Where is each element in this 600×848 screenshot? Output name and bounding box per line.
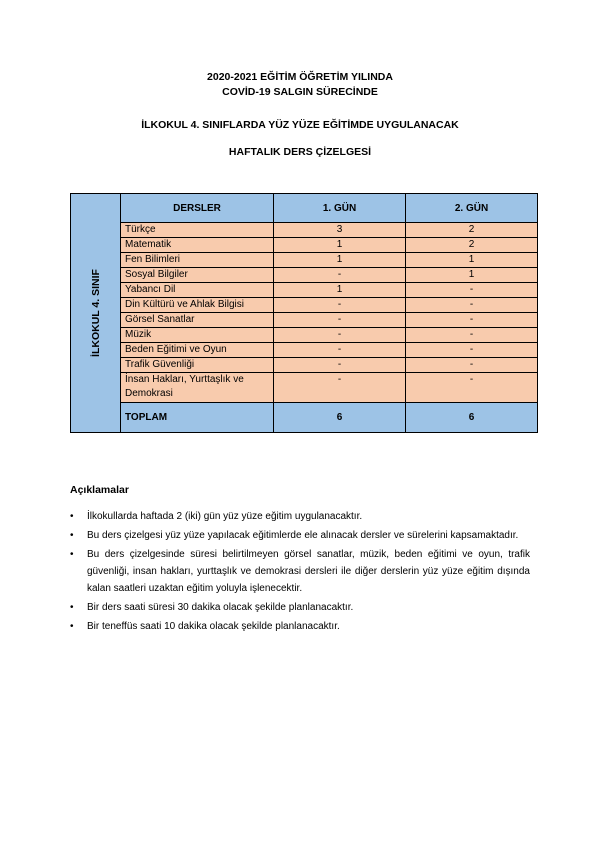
- table-row: [71, 253, 538, 268]
- day1-hours: -: [274, 268, 406, 283]
- note-item: [70, 508, 530, 525]
- table-row: [71, 238, 538, 253]
- day2-hours: 1: [406, 268, 538, 283]
- bullet-icon: •: [70, 602, 74, 613]
- grade-side-label: İLKOKUL 4. SINIF: [89, 269, 102, 357]
- table-row: [71, 223, 538, 238]
- notes-list: [70, 508, 530, 635]
- note-item: [70, 599, 530, 616]
- lesson-name: Sosyal Bilgiler: [121, 268, 274, 283]
- day1-hours: -: [274, 373, 406, 403]
- bullet-icon: •: [70, 530, 74, 541]
- day2-hours: 1: [406, 253, 538, 268]
- table-row: [71, 283, 538, 298]
- lesson-name: İnsan Hakları, Yurttaşlık ve Demokrasi: [121, 373, 274, 403]
- day1-hours: 1: [274, 238, 406, 253]
- column-header-day1: 1. GÜN: [274, 194, 406, 223]
- note-text: Bir teneffüs saati 10 dakika olacak şekilde planlanacaktır.: [87, 621, 340, 632]
- day1-hours: -: [274, 343, 406, 358]
- lesson-name: Yabancı Dil: [121, 283, 274, 298]
- day2-hours: -: [406, 313, 538, 328]
- doc-title-line-1: 2020-2021 EĞİTİM ÖĞRETİM YILINDA: [207, 71, 393, 83]
- note-item: [70, 527, 530, 544]
- lesson-name: Müzik: [121, 328, 274, 343]
- table-row: [71, 358, 538, 373]
- doc-subtitle: İLKOKUL 4. SINIFLARDA YÜZ YÜZE EĞİTİMDE UYGULANACAK: [141, 119, 459, 131]
- doc-table-heading: HAFTALIK DERS ÇİZELGESİ: [228, 146, 372, 158]
- day2-hours: -: [406, 298, 538, 313]
- table-row: [71, 313, 538, 328]
- day2-hours: -: [406, 283, 538, 298]
- day1-hours: 1: [274, 283, 406, 298]
- bullet-icon: •: [70, 621, 74, 632]
- notes-section: [70, 484, 530, 637]
- day1-hours: -: [274, 358, 406, 373]
- day2-hours: -: [406, 358, 538, 373]
- day1-hours: 3: [274, 223, 406, 238]
- day2-hours: -: [406, 373, 538, 403]
- day1-hours: -: [274, 298, 406, 313]
- note-item: [70, 546, 530, 597]
- day1-hours: -: [274, 328, 406, 343]
- day1-hours: 1: [274, 253, 406, 268]
- lesson-name: Fen Bilimleri: [121, 253, 274, 268]
- lesson-name: Trafik Güvenliği: [121, 358, 274, 373]
- note-item: [70, 618, 530, 635]
- doc-title-line-2: COVİD-19 SALGIN SÜRECİNDE: [222, 86, 378, 98]
- total-day1: 6: [274, 403, 406, 433]
- total-label: TOPLAM: [121, 403, 274, 433]
- day2-hours: -: [406, 343, 538, 358]
- bullet-icon: •: [70, 511, 74, 522]
- note-text: Bu ders çizelgesinde süresi belirtilmeyen görsel sanatlar, müzik, beden eğitimi ve oyun, trafik güvenliği, insan hakları, yurttaşlık ve demokrasi dersleri ile diğer derslerin yüz yüze eğitim dışında kalan saatleri uzaktan eğitim yoluyla işlenecektir.: [87, 549, 530, 594]
- total-day2: 6: [406, 403, 538, 433]
- day2-hours: -: [406, 328, 538, 343]
- notes-title: Açıklamalar: [70, 484, 129, 496]
- day1-hours: -: [274, 313, 406, 328]
- lesson-name: Din Kültürü ve Ahlak Bilgisi: [121, 298, 274, 313]
- lesson-name: Türkçe: [121, 223, 274, 238]
- lesson-name: Matematik: [121, 238, 274, 253]
- column-header-lessons: DERSLER: [121, 194, 274, 223]
- lesson-name: Görsel Sanatlar: [121, 313, 274, 328]
- table-row: [71, 268, 538, 283]
- note-text: Bu ders çizelgesi yüz yüze yapılacak eğitimlerde ele alınacak dersler ve sürelerini kapsamaktadır.: [87, 530, 519, 541]
- day2-hours: 2: [406, 223, 538, 238]
- day2-hours: 2: [406, 238, 538, 253]
- table-row: [71, 343, 538, 358]
- schedule-table: [70, 193, 538, 433]
- column-header-day2: 2. GÜN: [406, 194, 538, 223]
- bullet-icon: •: [70, 549, 74, 560]
- note-text: Bir ders saati süresi 30 dakika olacak şekilde planlanacaktır.: [87, 602, 354, 613]
- table-row: [71, 328, 538, 343]
- total-row: [71, 403, 538, 433]
- grade-side-label-cell: [71, 194, 121, 433]
- table-row: [71, 298, 538, 313]
- table-row: [71, 373, 538, 403]
- lesson-name: Beden Eğitimi ve Oyun: [121, 343, 274, 358]
- note-text: İlkokullarda haftada 2 (iki) gün yüz yüze eğitim uygulanacaktır.: [87, 511, 363, 522]
